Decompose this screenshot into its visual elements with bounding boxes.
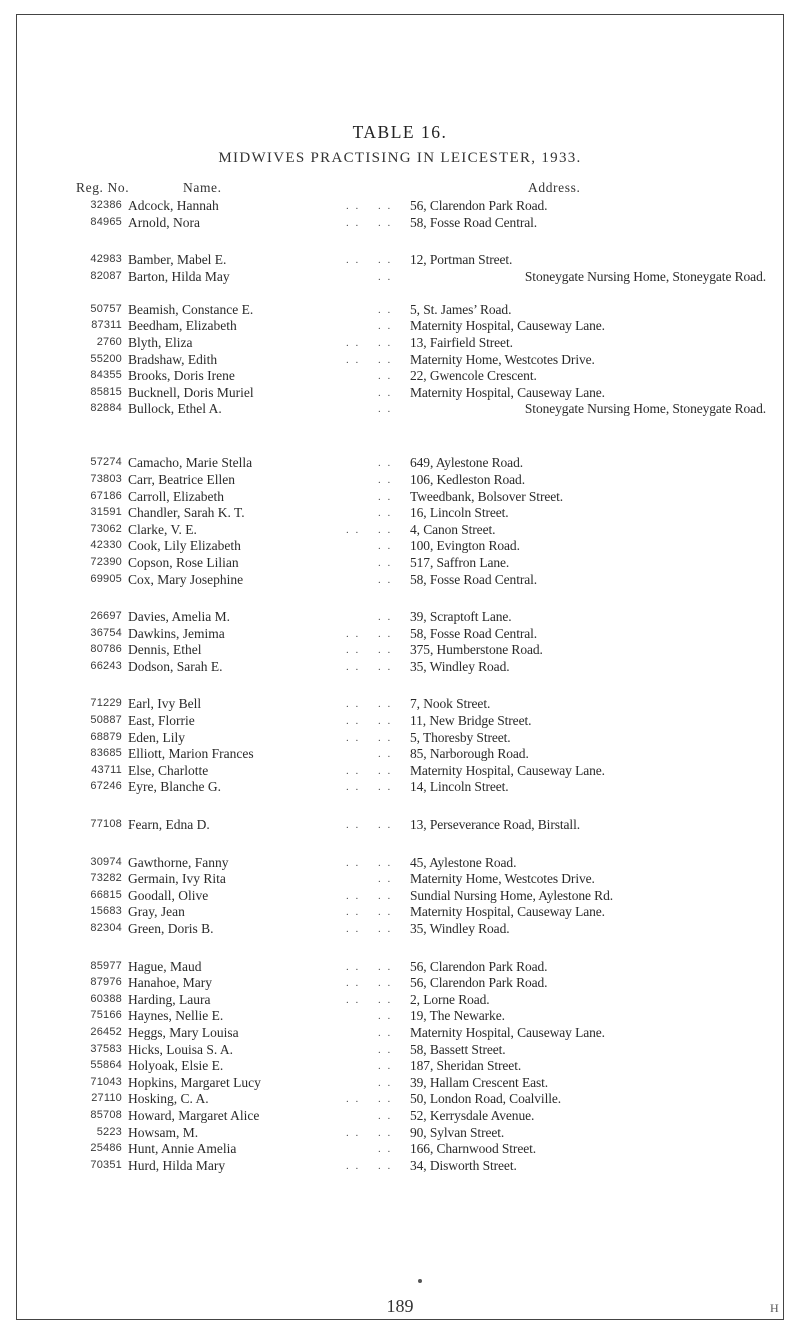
reg-number: 84355 (90, 369, 122, 382)
reg-number: 83685 (90, 747, 122, 760)
leader-dots: . . (346, 336, 361, 349)
address: 58, Fosse Road Central. (410, 625, 538, 641)
table-row (0, 1141, 800, 1158)
letter-group (0, 696, 800, 796)
address: 375, Humberstone Road. (410, 642, 543, 658)
reg-number: 60388 (90, 992, 122, 1005)
midwife-name: Elliott, Marion Frances (128, 746, 254, 762)
table-row (0, 1075, 800, 1092)
table-row (0, 888, 800, 905)
reg-number: 66243 (90, 659, 122, 672)
midwife-name: Carroll, Elizabeth (128, 488, 224, 504)
table-row (0, 252, 800, 269)
leader-dots: . . (346, 906, 361, 919)
leader-dots: . . (346, 627, 361, 640)
table-row (0, 730, 800, 747)
address: 5, St. James’ Road. (410, 301, 512, 317)
address: 5, Thoresby Street. (410, 729, 511, 745)
reg-number: 27110 (91, 1092, 122, 1105)
midwife-name: Camacho, Marie Stella (128, 455, 253, 471)
midwife-name: Howard, Margaret Alice (128, 1107, 260, 1123)
table-row (0, 1025, 800, 1042)
midwife-name: Holyoak, Elsie E. (128, 1058, 224, 1074)
table-row (0, 198, 800, 215)
leader-dots: . . (346, 731, 361, 744)
table-row (0, 215, 800, 232)
address: 13, Fairfield Street. (410, 334, 513, 350)
reg-number: 85708 (90, 1108, 122, 1121)
leader-dots: . . (378, 977, 393, 990)
table-row (0, 269, 800, 302)
leader-dots: . . (378, 1093, 393, 1106)
address: 35, Windley Road. (410, 921, 510, 936)
reg-number: 75166 (90, 1009, 122, 1022)
table-row (0, 855, 800, 872)
table-row (0, 538, 800, 555)
address: 13, Perseverance Road, Birstall. (410, 817, 580, 833)
reg-number: 80786 (90, 643, 122, 656)
midwife-name: Hurd, Hilda Mary (128, 1157, 226, 1173)
leader-dots: . . (378, 748, 393, 761)
reg-number: 42330 (90, 539, 122, 552)
address: Maternity Home, Westcotes Drive. (410, 351, 595, 367)
table-row (0, 572, 800, 589)
reg-number: 50757 (90, 302, 122, 315)
midwife-name: Eyre, Blanche G. (128, 779, 221, 795)
address: Stoneygate Nursing Home, Stoneygate Road. (524, 268, 766, 284)
leader-dots: . . (346, 200, 361, 212)
midwife-name: Hunt, Annie Amelia (128, 1141, 237, 1157)
leader-dots: . . (346, 523, 361, 536)
header-address: Address. (528, 180, 581, 195)
leader-dots: . . (346, 781, 361, 794)
table-row (0, 522, 800, 539)
leader-dots: . . (378, 764, 393, 777)
leader-dots: . . (346, 993, 361, 1006)
leader-dots: . . (378, 386, 393, 399)
address: 2, Lorne Road. (410, 991, 490, 1007)
letter-group (0, 959, 800, 1175)
leader-dots: . . (378, 660, 393, 673)
leader-dots: . . (378, 507, 393, 520)
midwife-name: Arnold, Nora (128, 214, 200, 230)
address: 58, Bassett Street. (410, 1041, 506, 1057)
midwife-name: Hosking, C. A. (128, 1091, 209, 1107)
midwife-name: Davies, Amelia M. (128, 609, 230, 625)
midwife-name: Brooks, Doris Irene (128, 368, 235, 384)
leader-dots: . . (378, 457, 393, 470)
reg-number: 82884 (90, 402, 122, 415)
leader-dots: . . (378, 1010, 393, 1023)
table-row (0, 921, 800, 938)
table-row (0, 975, 800, 992)
reg-number: 73282 (90, 872, 122, 885)
midwife-name: Bucknell, Doris Muriel (128, 384, 254, 400)
leader-dots: . . (346, 698, 361, 711)
letter-group (0, 198, 800, 231)
leader-dots: . . (378, 781, 393, 794)
table-row (0, 959, 800, 976)
address: 56, Clarendon Park Road. (410, 958, 548, 974)
address: 649, Aylestone Road. (410, 455, 524, 471)
midwife-name: East, Florrie (128, 713, 195, 729)
table-row (0, 368, 800, 385)
address: 100, Evington Road. (410, 538, 520, 554)
address: Sundial Nursing Home, Aylestone Rd. (410, 887, 614, 903)
letter-group (0, 609, 800, 675)
reg-number: 71229 (90, 697, 122, 710)
ink-speck (418, 1279, 422, 1283)
reg-number: 68879 (90, 730, 122, 743)
leader-dots: . . (378, 1043, 393, 1056)
address: 7, Nook Street. (410, 696, 491, 712)
leader-dots: . . (346, 644, 361, 657)
letter-group (0, 817, 800, 834)
address: Maternity Hospital, Causeway Lane. (410, 904, 605, 920)
midwife-name: Howsam, M. (128, 1124, 199, 1140)
reg-number: 67186 (90, 489, 122, 502)
address: 16, Lincoln Street. (410, 505, 509, 521)
midwife-name: Blyth, Eliza (128, 334, 193, 350)
leader-dots: . . (378, 556, 393, 569)
reg-number: 43711 (91, 763, 122, 776)
midwife-name: Beedham, Elizabeth (128, 318, 237, 334)
midwife-name: Harding, Laura (128, 991, 211, 1007)
reg-number: 66815 (90, 888, 122, 901)
reg-number: 37583 (90, 1042, 122, 1055)
leader-dots: . . (378, 254, 393, 267)
leader-dots: . . (346, 353, 361, 366)
midwife-name: Hanahoe, Mary (128, 975, 212, 991)
reg-number: 31591 (90, 506, 122, 519)
midwife-name: Bullock, Ethel A. (128, 401, 222, 417)
address: 106, Kedleston Road. (410, 471, 525, 487)
leader-dots: . . (346, 1093, 361, 1106)
leader-dots: . . (378, 819, 393, 832)
table-row (0, 1108, 800, 1125)
reg-number: 73062 (90, 522, 122, 535)
leader-dots: . . (378, 320, 393, 333)
table-row (0, 385, 800, 402)
address: 85, Narborough Road. (410, 746, 529, 762)
midwife-name: Adcock, Hannah (128, 198, 219, 213)
table-row (0, 609, 800, 626)
leader-dots: . . (346, 889, 361, 902)
table-row (0, 1158, 800, 1175)
reg-number: 32386 (90, 199, 122, 211)
leader-dots: . . (378, 715, 393, 728)
leader-dots: . . (378, 540, 393, 553)
table-title: TABLE 16. (352, 122, 448, 142)
leader-dots: . . (346, 764, 361, 777)
reg-number: 85815 (90, 385, 122, 398)
leader-dots: . . (378, 1159, 393, 1172)
letter-group (0, 455, 800, 588)
midwife-name: Heggs, Mary Louisa (128, 1024, 239, 1040)
table-row (0, 763, 800, 780)
leader-dots: . . (378, 856, 393, 869)
leader-dots: . . (378, 923, 393, 935)
leader-dots: . . (378, 216, 393, 229)
midwife-name: Gray, Jean (128, 904, 185, 920)
letter-group (0, 855, 800, 938)
midwife-name: Carr, Beatrice Ellen (128, 471, 236, 487)
reg-number: 36754 (90, 626, 122, 639)
leader-dots: . . (378, 1126, 393, 1139)
midwife-name: Copson, Rose Lilian (128, 554, 239, 570)
table-row (0, 472, 800, 489)
table-row (0, 352, 800, 369)
table-row (0, 696, 800, 713)
leader-dots: . . (346, 660, 361, 673)
midwife-name: Cox, Mary Josephine (128, 571, 244, 587)
address: Maternity Hospital, Causeway Lane. (410, 384, 605, 400)
midwife-name: Germain, Ivy Rita (128, 871, 226, 887)
midwife-name: Dodson, Sarah E. (128, 658, 223, 674)
midwife-name: Bamber, Mabel E. (128, 252, 227, 268)
address: 50, London Road, Coalville. (410, 1091, 562, 1107)
reg-number: 73803 (90, 472, 122, 485)
reg-number: 42983 (90, 253, 122, 266)
reg-number: 72390 (90, 555, 122, 568)
leader-dots: . . (378, 200, 393, 212)
table-row (0, 871, 800, 888)
midwife-name: Fearn, Edna D. (128, 817, 210, 833)
table-row (0, 505, 800, 522)
leader-dots: . . (378, 370, 393, 383)
midwife-name: Else, Charlotte (128, 762, 209, 778)
leader-dots: . . (378, 873, 393, 886)
leader-dots: . . (346, 977, 361, 990)
midwife-name: Beamish, Constance E. (128, 301, 254, 317)
reg-number: 85977 (90, 959, 122, 972)
midwife-name: Dennis, Ethel (128, 642, 202, 658)
page-number: 189 (386, 1296, 414, 1316)
leader-dots: . . (346, 923, 361, 935)
header-name: Name. (183, 180, 222, 195)
address: 22, Gwencole Crescent. (410, 368, 537, 384)
leader-dots: . . (378, 960, 393, 973)
address: Maternity Hospital, Causeway Lane. (410, 762, 605, 778)
table-row (0, 713, 800, 730)
table-row (0, 489, 800, 506)
leader-dots: . . (378, 490, 393, 503)
table-row (0, 904, 800, 921)
leader-dots: . . (378, 627, 393, 640)
reg-number: 50887 (90, 714, 122, 727)
table-row (0, 555, 800, 572)
section-mark: H (770, 1301, 779, 1315)
leader-dots: . . (346, 1126, 361, 1139)
address: 56, Clarendon Park Road. (410, 198, 548, 213)
table-row (0, 817, 800, 834)
midwife-name: Goodall, Olive (128, 887, 209, 903)
table-row (0, 659, 800, 676)
leader-dots: . . (378, 353, 393, 366)
reg-number: 15683 (90, 905, 122, 918)
table-row (0, 1058, 800, 1075)
reg-number: 82087 (90, 269, 122, 282)
table-row (0, 335, 800, 352)
leader-dots: . . (378, 1076, 393, 1089)
leader-dots: . . (378, 889, 393, 902)
leader-dots: . . (346, 254, 361, 267)
address: 90, Sylvan Street. (410, 1124, 505, 1140)
leader-dots: . . (378, 336, 393, 349)
address: 11, New Bridge Street. (410, 713, 532, 729)
leader-dots: . . (378, 573, 393, 586)
reg-number: 26452 (90, 1025, 122, 1038)
address: Maternity Home, Westcotes Drive. (410, 871, 595, 887)
reg-number: 69905 (90, 572, 122, 585)
address: 52, Kerrysdale Avenue. (410, 1107, 535, 1123)
leader-dots: . . (378, 473, 393, 486)
midwife-name: Earl, Ivy Bell (128, 696, 202, 712)
reg-number: 5223 (96, 1125, 122, 1138)
reg-number: 77108 (90, 818, 122, 831)
address: Stoneygate Nursing Home, Stoneygate Road. (524, 401, 766, 417)
address: 4, Canon Street. (410, 521, 496, 537)
leader-dots: . . (346, 715, 361, 728)
address: 14, Lincoln Street. (410, 779, 509, 795)
midwife-name: Hicks, Louisa S. A. (128, 1041, 234, 1057)
reg-number: 70351 (90, 1158, 122, 1171)
leader-dots: . . (378, 303, 393, 316)
leader-dots: . . (346, 216, 361, 229)
table-row (0, 992, 800, 1009)
leader-dots: . . (378, 523, 393, 536)
address: 517, Saffron Lane. (410, 554, 510, 570)
midwife-name: Green, Doris B. (128, 921, 214, 936)
midwife-name: Eden, Lily (128, 729, 185, 745)
address: 56, Clarendon Park Road. (410, 975, 548, 991)
reg-number: 30974 (90, 855, 122, 868)
reg-number: 25486 (90, 1142, 122, 1155)
address: 166, Charnwood Street. (410, 1141, 537, 1157)
reg-number: 26697 (90, 610, 122, 623)
table-row (0, 401, 800, 434)
leader-dots: . . (346, 960, 361, 973)
table-row (0, 1091, 800, 1108)
address: Maternity Hospital, Causeway Lane. (410, 318, 605, 334)
table-row (0, 1042, 800, 1059)
header-reg-no: Reg. No. (76, 180, 130, 195)
reg-number: 2760 (96, 335, 122, 348)
reg-number: 82304 (90, 922, 122, 934)
address: 19, The Newarke. (410, 1008, 505, 1024)
leader-dots: . . (378, 1143, 393, 1156)
leader-dots: . . (378, 611, 393, 624)
table-row (0, 626, 800, 643)
address: 39, Hallam Crescent East. (410, 1074, 549, 1090)
leader-dots: . . (378, 403, 393, 416)
midwives-table (0, 198, 800, 1195)
letter-group (0, 252, 800, 434)
leader-dots: . . (378, 731, 393, 744)
leader-dots: . . (378, 270, 393, 283)
reg-number: 57274 (90, 456, 122, 469)
leader-dots: . . (378, 1026, 393, 1039)
leader-dots: . . (378, 906, 393, 919)
midwife-name: Haynes, Nellie E. (128, 1008, 224, 1024)
midwife-name: Bradshaw, Edith (128, 351, 218, 367)
reg-number: 87976 (90, 976, 122, 989)
leader-dots: . . (378, 644, 393, 657)
reg-number: 55200 (90, 352, 122, 365)
reg-number: 55864 (90, 1059, 122, 1072)
address: Tweedbank, Bolsover Street. (410, 488, 564, 504)
leader-dots: . . (378, 1060, 393, 1073)
address: 45, Aylestone Road. (410, 854, 517, 870)
leader-dots: . . (378, 993, 393, 1006)
midwife-name: Clarke, V. E. (128, 521, 197, 537)
address: 35, Windley Road. (410, 658, 510, 674)
reg-number: 67246 (90, 780, 122, 793)
reg-number: 87311 (91, 319, 122, 332)
reg-number: 71043 (90, 1075, 122, 1088)
table-row (0, 779, 800, 796)
leader-dots: . . (346, 856, 361, 869)
leader-dots: . . (346, 1159, 361, 1172)
address: 39, Scraptoft Lane. (410, 609, 512, 625)
table-row (0, 455, 800, 472)
reg-number: 84965 (90, 215, 122, 228)
table-subtitle: MIDWIVES PRACTISING IN LEICESTER, 1933. (218, 150, 582, 166)
address: 58, Fosse Road Central. (410, 214, 538, 230)
table-row (0, 642, 800, 659)
midwife-name: Dawkins, Jemima (128, 625, 225, 641)
table-row (0, 318, 800, 335)
midwife-name: Hague, Maud (128, 958, 202, 974)
midwife-name: Barton, Hilda May (128, 268, 230, 284)
address: 58, Fosse Road Central. (410, 571, 538, 587)
address: 12, Portman Street. (410, 252, 513, 268)
midwife-name: Chandler, Sarah K. T. (128, 505, 245, 521)
leader-dots: . . (378, 1109, 393, 1122)
table-row (0, 1125, 800, 1142)
midwife-name: Hopkins, Margaret Lucy (128, 1074, 261, 1090)
address: 187, Sheridan Street. (410, 1058, 522, 1074)
table-row (0, 746, 800, 763)
table-row (0, 302, 800, 319)
leader-dots: . . (346, 819, 361, 832)
midwife-name: Gawthorne, Fanny (128, 854, 229, 870)
table-row (0, 1008, 800, 1025)
midwife-name: Cook, Lily Elizabeth (128, 538, 241, 554)
address: Maternity Hospital, Causeway Lane. (410, 1024, 605, 1040)
leader-dots: . . (378, 698, 393, 711)
address: 34, Disworth Street. (410, 1157, 517, 1173)
